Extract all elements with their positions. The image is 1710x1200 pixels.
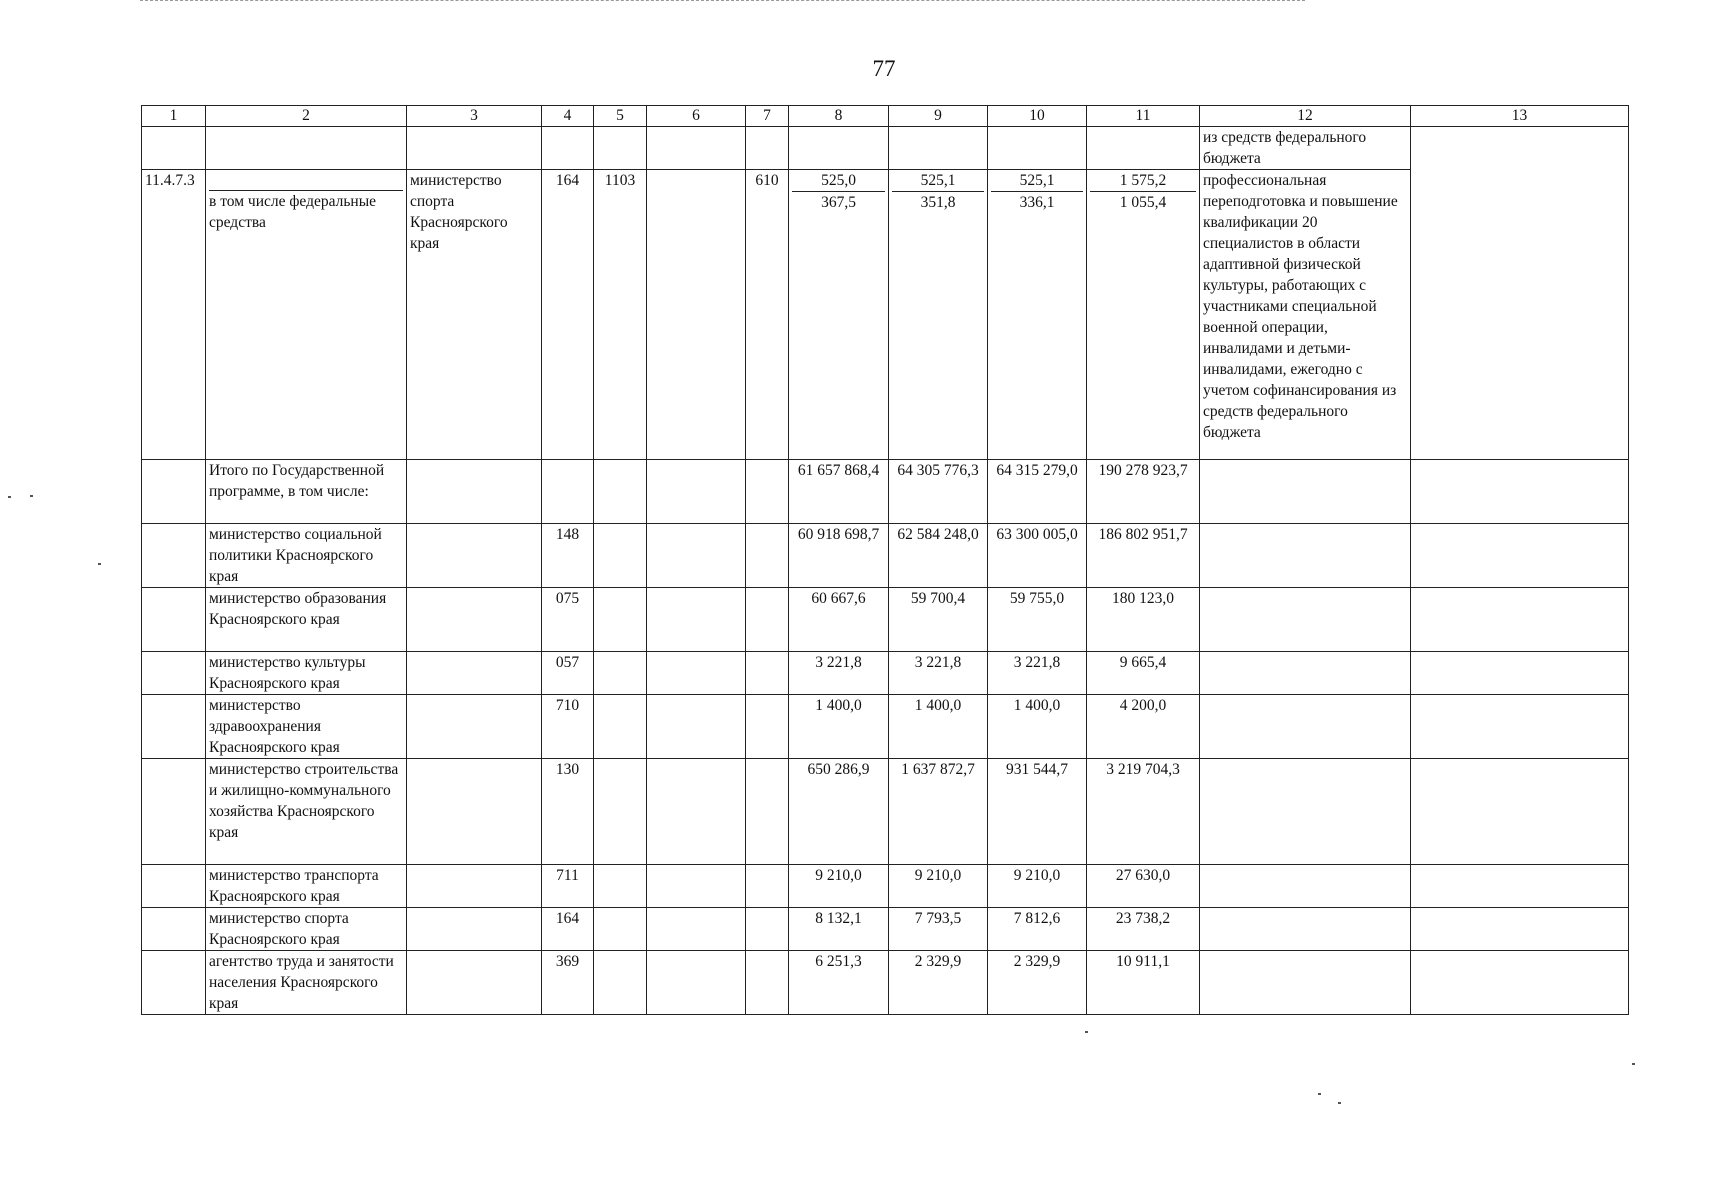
item-value: 525,0 [792,170,885,192]
summary-value: 59 700,4 [889,588,988,652]
col-header: 5 [594,106,647,127]
summary-value: 650 286,9 [789,759,889,865]
empty-cell [407,759,542,865]
empty-cell [142,460,206,524]
empty-cell [1411,865,1629,908]
empty-cell [1200,524,1411,588]
col-header: 9 [889,106,988,127]
summary-name: министерство здравоохранения Красноярского края [206,695,407,759]
item-vr: 610 [746,170,789,460]
empty-cell [647,695,746,759]
summary-value: 59 755,0 [988,588,1087,652]
summary-name: министерство транспорта Красноярского края [206,865,407,908]
summary-value: 9 210,0 [988,865,1087,908]
empty-cell [1200,908,1411,951]
empty-cell [1200,759,1411,865]
empty-cell [142,951,206,1015]
summary-value: 1 400,0 [988,695,1087,759]
empty-cell [407,524,542,588]
summary-value: 186 802 951,7 [1087,524,1200,588]
empty-cell [142,588,206,652]
col-header: 10 [988,106,1087,127]
empty-cell [746,695,789,759]
summary-value: 62 584 248,0 [889,524,988,588]
empty-cell [647,865,746,908]
summary-value: 3 219 704,3 [1087,759,1200,865]
summary-value: 2 329,9 [988,951,1087,1015]
empty-cell [594,588,647,652]
empty-cell [1200,460,1411,524]
summary-grbs: 164 [542,908,594,951]
empty-cell [142,759,206,865]
summary-row [142,865,1629,908]
summary-grbs: 057 [542,652,594,695]
empty-cell [1200,695,1411,759]
empty-cell [647,588,746,652]
scan-speck [1085,1031,1088,1033]
summary-value: 64 305 776,3 [889,460,988,524]
item-result: профессиональная переподготовка и повышение квалификации 20 специалистов в области адаптивной физической культуры, работающих с участниками специальной военной операции, инвалидами и детьми-инвалидами, ежегодно с учетом софинансирования из средств федерального бюджета [1200,170,1411,460]
summary-value: 64 315 279,0 [988,460,1087,524]
scan-speck [1632,1063,1635,1065]
top-edge-line [140,0,1305,1]
scan-speck [8,496,11,498]
empty-cell [407,652,542,695]
summary-grbs: 711 [542,865,594,908]
summary-value: 23 738,2 [1087,908,1200,951]
empty-cell [142,652,206,695]
empty-cell [1411,908,1629,951]
empty-cell [594,759,647,865]
empty-cell [594,908,647,951]
summary-grbs: 148 [542,524,594,588]
summary-value: 9 210,0 [889,865,988,908]
empty-cell [407,908,542,951]
item-organization: министерство спорта Красноярского края [407,170,542,460]
budget-table [141,105,1629,1015]
empty-cell [1411,695,1629,759]
summary-value: 9 210,0 [789,865,889,908]
col-header: 1 [142,106,206,127]
empty-cell [1200,652,1411,695]
empty-cell [746,865,789,908]
summary-grbs [542,460,594,524]
col-header: 8 [789,106,889,127]
summary-row [142,588,1629,652]
summary-value: 3 221,8 [889,652,988,695]
summary-value: 2 329,9 [889,951,988,1015]
empty-cell [407,695,542,759]
empty-cell [647,951,746,1015]
col-header: 7 [746,106,789,127]
summary-value: 1 400,0 [889,695,988,759]
empty-cell [1411,951,1629,1015]
summary-value: 9 665,4 [1087,652,1200,695]
empty-cell [594,652,647,695]
summary-value: 7 812,6 [988,908,1087,951]
summary-value: 8 132,1 [789,908,889,951]
empty-cell [407,460,542,524]
summary-name: министерство спорта Красноярского края [206,908,407,951]
summary-value: 27 630,0 [1087,865,1200,908]
empty-cell [746,759,789,865]
summary-row [142,460,1629,524]
item-row-11-4-7-3 [142,170,1629,460]
scan-speck [98,563,101,565]
scan-speck [30,495,33,497]
summary-value: 60 667,6 [789,588,889,652]
empty-cell [407,865,542,908]
col-header: 11 [1087,106,1200,127]
item-value: 1 575,2 [1090,170,1196,192]
empty-cell [647,759,746,865]
summary-row [142,951,1629,1015]
summary-grbs: 369 [542,951,594,1015]
col-header: 13 [1411,106,1629,127]
item-csr [647,170,746,460]
empty-cell [142,695,206,759]
summary-value: 931 544,7 [988,759,1087,865]
col-header: 4 [542,106,594,127]
summary-value: 60 918 698,7 [789,524,889,588]
item-value: 525,1 [991,170,1083,192]
empty-cell [647,908,746,951]
summary-grbs: 130 [542,759,594,865]
empty-cell [1411,588,1629,652]
summary-value: 6 251,3 [789,951,889,1015]
summary-value: 190 278 923,7 [1087,460,1200,524]
empty-cell [594,951,647,1015]
empty-cell [1200,865,1411,908]
empty-cell [647,460,746,524]
item-code: 11.4.7.3 [142,170,206,460]
col-header: 12 [1200,106,1411,127]
empty-cell [594,524,647,588]
empty-cell [746,652,789,695]
summary-value: 63 300 005,0 [988,524,1087,588]
empty-cell [142,865,206,908]
item-federal-value: 1 055,4 [1119,194,1167,211]
summary-name: министерство образования Красноярского края [206,588,407,652]
summary-value: 7 793,5 [889,908,988,951]
summary-value: 61 657 868,4 [789,460,889,524]
item-rzpr: 1103 [594,170,647,460]
summary-name: министерство культуры Красноярского края [206,652,407,695]
summary-grbs: 075 [542,588,594,652]
item-federal-value: 351,8 [920,194,956,211]
empty-cell [746,460,789,524]
summary-value: 3 221,8 [988,652,1087,695]
summary-value: 3 221,8 [789,652,889,695]
empty-cell [746,588,789,652]
column-number-row [142,106,1629,127]
empty-cell [746,951,789,1015]
empty-cell [407,951,542,1015]
summary-value: 10 911,1 [1087,951,1200,1015]
summary-value: 1 637 872,7 [889,759,988,865]
empty-cell [647,652,746,695]
empty-cell [746,524,789,588]
summary-row [142,759,1629,865]
item-value: 525,1 [892,170,984,192]
empty-cell [142,524,206,588]
summary-value: 4 200,0 [1087,695,1200,759]
continuation-row [142,127,1629,170]
scan-speck [1318,1093,1321,1095]
scan-speck [1338,1102,1341,1104]
empty-cell [407,588,542,652]
item-subname: в том числе федеральные средства [209,193,377,231]
page-number: 77 [872,56,896,81]
empty-cell [1411,652,1629,695]
result-continuation: из средств федерального бюджета [1200,127,1411,170]
summary-value: 180 123,0 [1087,588,1200,652]
summary-name: агентство труда и занятости населения Красноярского края [206,951,407,1015]
empty-cell [1200,588,1411,652]
empty-cell [746,908,789,951]
empty-cell [1411,759,1629,865]
summary-grbs: 710 [542,695,594,759]
item-federal-value: 336,1 [1019,194,1055,211]
empty-cell [1411,524,1629,588]
col-header: 2 [206,106,407,127]
summary-row [142,652,1629,695]
empty-cell [594,695,647,759]
summary-value: 1 400,0 [789,695,889,759]
empty-cell [142,908,206,951]
empty-cell [1200,951,1411,1015]
item-grbs: 164 [542,170,594,460]
summary-row [142,908,1629,951]
summary-name: министерство строительства и жилищно-коммунального хозяйства Красноярского края [206,759,407,865]
col-header: 3 [407,106,542,127]
empty-cell [594,460,647,524]
empty-cell [1411,460,1629,524]
empty-cell [594,865,647,908]
item-federal-value: 367,5 [821,194,856,211]
summary-row [142,695,1629,759]
summary-row [142,524,1629,588]
col-header: 6 [647,106,746,127]
summary-name: Итого по Государственной программе, в том числе: [206,460,407,524]
empty-cell [647,524,746,588]
summary-name: министерство социальной политики Красноярского края [206,524,407,588]
